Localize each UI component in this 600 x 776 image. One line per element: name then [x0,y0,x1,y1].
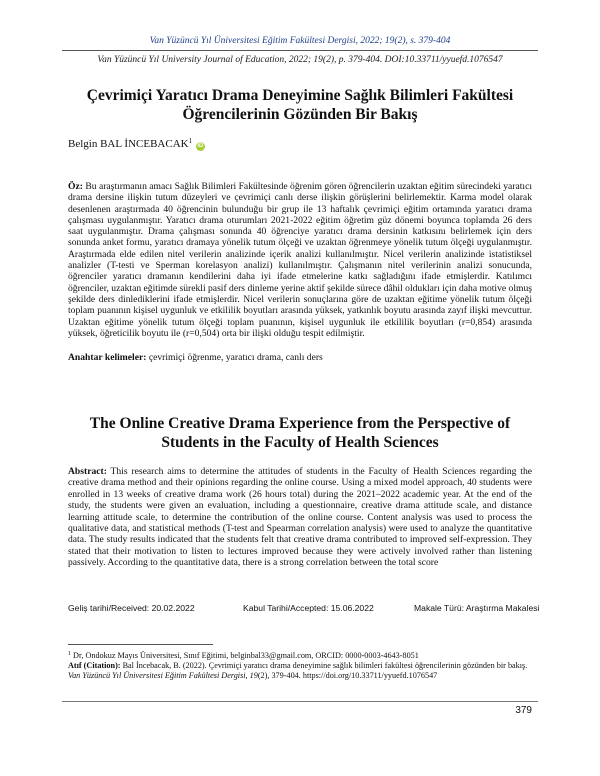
header-divider [62,50,538,51]
article-title-tr: Çevrimiçi Yaratıcı Drama Deneyimine Sağlık Bilimleri Fakültesi Öğrencilerinin Gözünden Bir Bakış [86,87,514,123]
author-line [68,137,205,151]
abstract-en-text: This research aims to determine the attitudes of students in the Faculty of Health Sciences regarding the creative drama method and their opinions regarding the online course. Using a mixed model approach, 40 students were enrolled in 13 weeks of creative drama work (26 hours total) during the 2021–2022 academic year. At the end of the study, the students were given an evaluation, including a questionnaire, creative drama attitude scale, and distance learning attitude scale, to determine the contribution of the online course. Content analysis was used to process the qualitative data, and statistical methods (T-test and Spearman correlation analysis) were used to analyze the quantitative data. The study results indicated that the students felt that creative drama contributed to improved self-expression. They stated that their motivation to listen to lectures improved because they were actively involved rather than listening passively. According to the quantitative data, there is a strong correlation between the total score [68,466,532,569]
author-footnote-ref: 1 [188,137,193,145]
accepted-date: Kabul Tarihi/Accepted: 15.06.2022 [243,603,374,613]
abstract-tr-text: Bu araştırmanın amacı Sağlık Bilimleri Fakültesinde öğrenim gören öğrencilerin uzaktan eğitim sürecindeki yaratıcı drama dersine ilişkin tutum düzeyleri ve çevrimiçi canlı derse ilişkin görüşlerini belirlemektir. Karma model olarak desenlenen araştırmada 40 öğrencinin bulunduğu bir grup ile 13 haftalık çevrimiçi eğitim ortamında yaratıcı drama çalışması uygulanmıştır. Yaratıcı drama oturumları 2021-2022 eğitim öğretim güz dönemi boyunca toplamda 26 ders saat uygulanmıştır. Drama çalışması sonunda 40 öğrenciye yaratıcı drama dersinin katkısını belirlemek için ders sonunda anket formu, yaratıcı dramaya yönelik tutum ölçeği ve uzaktan öğrenmeye yönelik tutum ölçeği uygulanmıştır. Araştırmada elde edilen nitel verilerin analizinde içerik analizi kullanılmıştır. Nicel verilerin analizinde istatistiksel analizler (T-testi ve Sperman korelasyon analizi) kullanılmıştır. Çalışmanın nitel verilerinin analizi sonucunda, öğrenciler yaratıcı dramanın kendilerini daha iyi ifade etmelerine katkı sağladığını ifade etmişlerdir. Katılımcı öğrenciler, uzaktan eğitimde sürekli pasif ders dinleme yerine aktif şekilde sürece dâhil oldukları için daha motive olmuş şekilde ders dinlediklerini ifade etmişlerdir. Nicel verilerin sonuçlarına göre de uzaktan eğitime yönelik tutum ölçeği toplam puanının kişisel uygunluk ve etkililik boyutları arasında yüksek, yatkınlık boyutu arasında zayıf ilişki mevcuttur. Uzaktan eğitime yönelik tutum ölçeği toplam puanının, kişisel uygunluk ile etkililik boyutları (r=0,854) arasında yüksek, öğreticilik boyutu ile (r=0,504) orta bir ilişki olduğu tespit edilmiştir. [68,181,532,339]
abstract-en [68,466,532,569]
page-number: 379 [515,705,532,716]
citation-text: Bal İncebacak, B. (2022). Çevrimiçi yaratıcı drama deneyimine sağlık bilimleri fakültesi öğrencilerinin gözünden bir bakış. [120,661,528,671]
article-type: Makale Türü: Araştırma Makalesi [414,603,540,613]
author-name: Belgin BAL İNCEBACAK [68,138,189,150]
article-title-en: The Online Creative Drama Experience from the Perspective of Students in the Faculty of Health Sciences [89,415,511,451]
received-date: Geliş tarihi/Received: 20.02.2022 [68,603,195,613]
footnote-divider [68,644,213,645]
abstract-tr-label: Öz: [68,181,83,192]
keywords-tr-label: Anahtar kelimeler: [68,352,147,363]
footnote-citation [68,661,532,681]
abstract-en-label: Abstract: [68,466,107,477]
abstract-tr [68,181,532,339]
orcid-icon[interactable]: iD [197,143,204,149]
citation-doi-link[interactable]: https://doi.org/10.33711/yyuefd.1076547 [302,671,438,681]
journal-header-en: Van Yüzüncü Yıl University Journal of Education, 2022; 19(2), p. 379-404. DOI:10.33711/yyuefd.1076547 [97,55,503,65]
keywords-tr [68,352,532,363]
affiliation-text: Dr, Ondokuz Mayıs Üniversitesi, Sınıf Eğitimi, belginbal33@gmail.com, ORCID: 0000-0003-4643-8051 [71,651,419,660]
journal-header-tr: Van Yüzüncü Yıl Üniversitesi Eğitim Fakültesi Dergisi, 2022; 19(2), s. 379-404 [149,36,451,46]
citation-journal: Van Yüzüncü Yıl Üniversitesi Eğitim Fakültesi Dergisi, 19 [68,671,258,681]
footnote-ref: 1 [68,651,71,657]
page-footer-divider [62,701,538,702]
keywords-tr-text: çevrimiçi öğrenme, yaratıcı drama, canlı ders [146,352,323,363]
citation-label: Atıf (Citation): [68,661,121,671]
citation-tail: (2), 379-404. [257,671,301,681]
footnote [68,644,532,682]
footnote-affiliation [68,649,532,661]
